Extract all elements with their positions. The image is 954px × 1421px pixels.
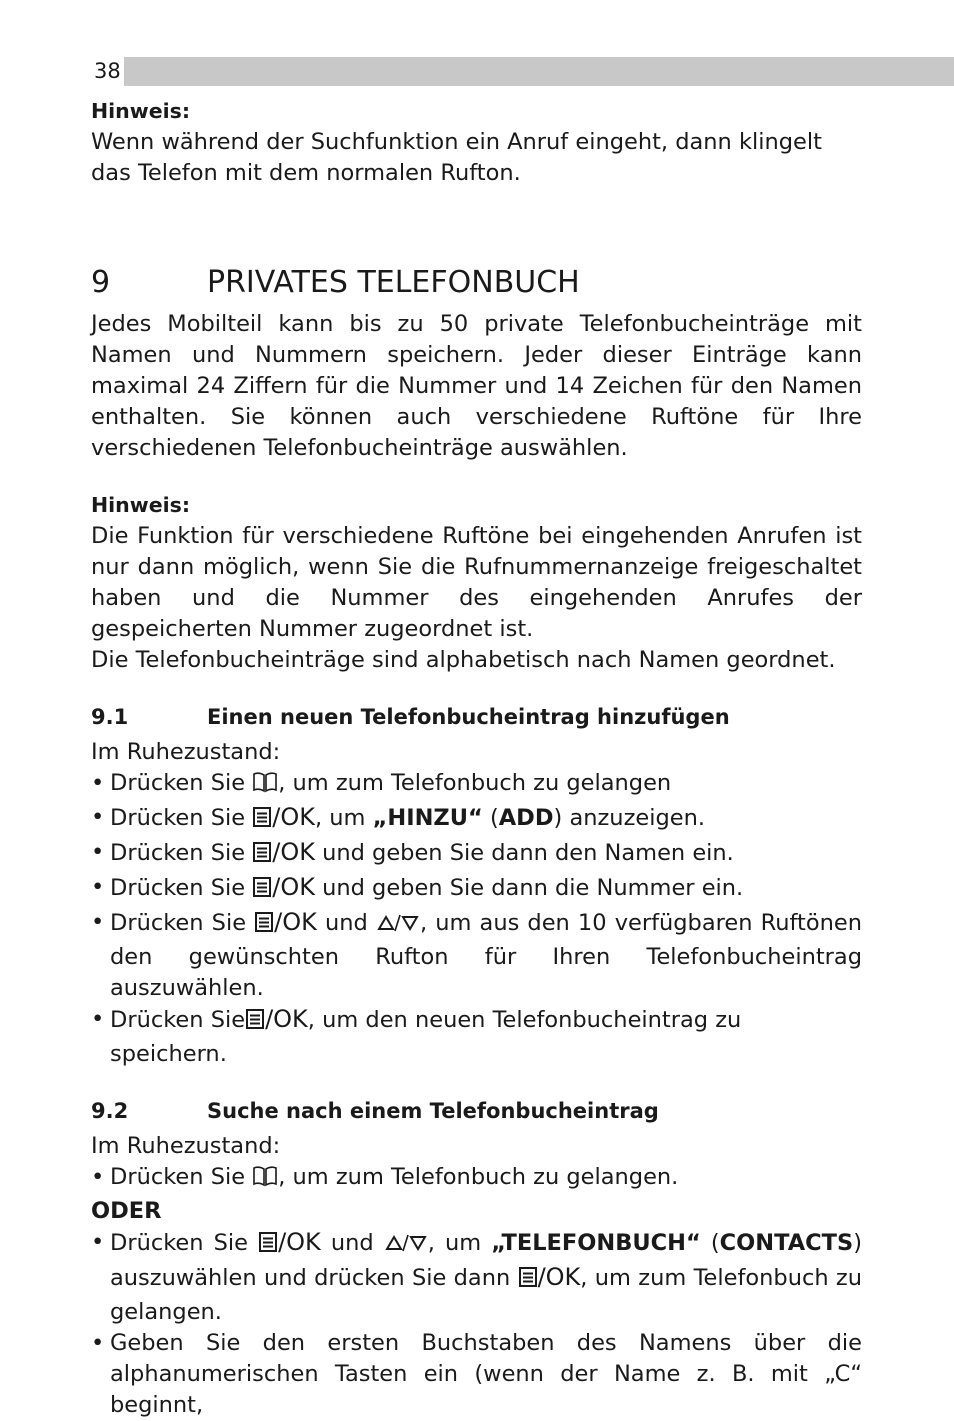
lead-text: Im Ruhezustand:	[91, 1133, 281, 1159]
note-title: Hinweis:	[91, 99, 191, 123]
list-item: • Drücken Sie , um zum Telefonbuch zu gelangen	[91, 768, 862, 802]
note-text: Wenn während der Suchfunktion ein Anruf eingeht, dann klingelt das Telefon mit dem normalen Rufton.	[91, 129, 822, 186]
list-item: • Drücken Sie /OK und geben Sie dann die Nummer ein.	[91, 872, 862, 907]
menu-icon	[245, 1008, 265, 1039]
instruction-list	[91, 1162, 862, 1196]
note-text: Die Funktion für verschiedene Ruftöne bei eingehenden Anrufen ist nur dann möglich, wenn Sie die Rufnummernanzeige freigeschaltet haben und die Nummer des eingehenden Anrufes der gespeicherten Nummer zugeordnet ist.	[91, 523, 862, 642]
menu-icon	[258, 1231, 278, 1262]
subsection-heading	[91, 702, 862, 733]
list-item: • Drücken Sie , um zum Telefonbuch zu gelangen.	[91, 1162, 862, 1196]
subsection-number: 9.1	[91, 705, 129, 729]
list-item: • Drücken Sie /OK, um den neuen Telefonbucheintrag zu speichern.	[91, 1004, 862, 1070]
instruction-list	[91, 1227, 862, 1421]
subsection-title: Suche nach einem Telefonbucheintrag	[207, 1099, 659, 1123]
instruction-list	[91, 768, 862, 1070]
subsection-heading	[91, 1096, 862, 1127]
menu-icon	[252, 876, 272, 907]
section-heading	[91, 263, 862, 303]
menu-icon	[254, 911, 274, 942]
section-intro: Jedes Mobilteil kann bis zu 50 private Telefonbucheinträge mit Namen und Nummern speichern. Jeder dieser Einträge kann maximal 24 Ziffern für die Nummer und 14 Zeichen für den Namen enthalten. Sie können auch verschiedene Ruftöne für Ihre verschiedenen Telefonbucheinträge auswählen.	[91, 311, 862, 461]
menu-icon	[252, 806, 272, 837]
menu-icon	[252, 841, 272, 872]
page-header-bar	[92, 57, 954, 86]
list-item: • Drücken Sie /OK und geben Sie dann den Namen ein.	[91, 837, 862, 872]
list-item: • Geben Sie den ersten Buchstaben des Namens über die alphanumerischen Tasten ein (wenn der Name z. B. mit „C“ beginnt,	[91, 1328, 862, 1421]
up-down-icon	[376, 911, 420, 942]
or-label: ODER	[91, 1198, 162, 1224]
subsection-title: Einen neuen Telefonbucheintrag hinzufügen	[207, 705, 730, 729]
list-item: • Drücken Sie /OK, um „HINZU“ (ADD) anzuzeigen.	[91, 802, 862, 837]
section-number: 9	[91, 265, 111, 300]
section-title: PRIVATES TELEFONBUCH	[207, 265, 580, 300]
list-item: • Drücken Sie /OK und , um „TELEFONBUCH“ (CONTACTS) auszuwählen und drücken Sie dann /OK, um zum Telefonbuch zu gelangen.	[91, 1227, 862, 1328]
lead-text: Im Ruhezustand:	[91, 739, 281, 765]
book-icon	[252, 771, 278, 802]
up-down-icon	[384, 1231, 428, 1262]
page-number: 38	[92, 57, 124, 86]
note-text: Die Telefonbucheinträge sind alphabetisch nach Namen geordnet.	[91, 647, 836, 673]
book-icon	[252, 1165, 278, 1196]
page-content	[91, 96, 862, 1421]
list-item: • Drücken Sie /OK und , um aus den 10 verfügbaren Ruftönen den gewünschten Rufton für Ihren Telefonbucheintrag auszuwählen.	[91, 907, 862, 1004]
menu-icon	[518, 1266, 538, 1297]
subsection-number: 9.2	[91, 1099, 129, 1123]
note-title: Hinweis:	[91, 493, 191, 517]
